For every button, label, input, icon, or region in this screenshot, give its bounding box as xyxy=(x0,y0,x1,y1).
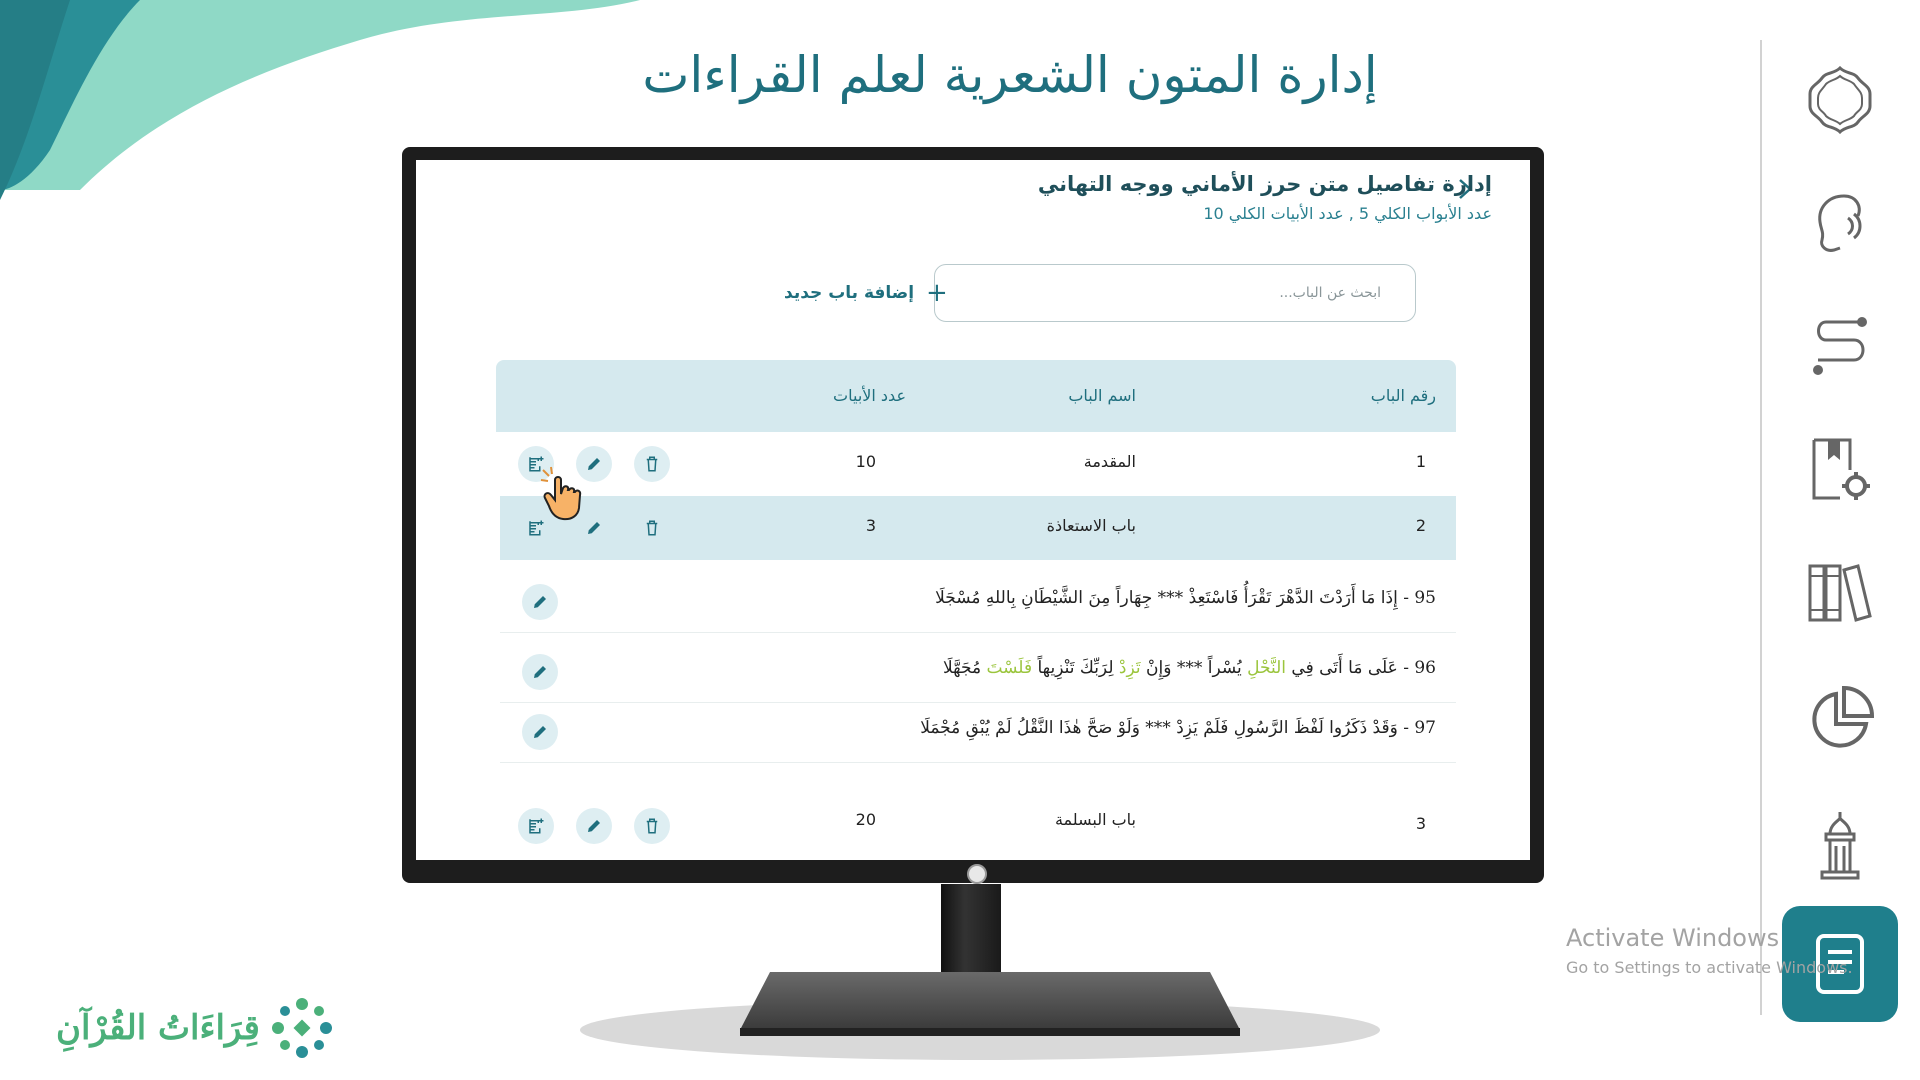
monitor-base xyxy=(740,972,1240,1030)
delete-button[interactable] xyxy=(634,510,670,546)
table-header xyxy=(496,360,1456,432)
nav-item-home[interactable] xyxy=(1800,60,1880,140)
edit-button[interactable] xyxy=(576,808,612,844)
header-chapter-name: اسم الباب xyxy=(1068,386,1136,405)
ornament-frame-icon xyxy=(1804,64,1876,136)
page-subtitle: عدد الأبواب الكلي 5 , عدد الأبيات الكلي 10 xyxy=(1203,204,1492,223)
table-row[interactable] xyxy=(500,496,1456,560)
minaret-icon xyxy=(1804,810,1876,882)
verse-text xyxy=(943,658,1436,678)
slide-title: إدارة المتون الشعرية لعلم القراءات xyxy=(642,46,1378,104)
nav-item-recitation[interactable] xyxy=(1800,184,1880,264)
add-chapter-label: إضافة باب جديد xyxy=(784,283,915,303)
note-add-icon xyxy=(527,817,545,835)
add-verses-button[interactable] xyxy=(518,808,554,844)
header-verse-count: عدد الأبيات xyxy=(833,386,906,405)
delete-button[interactable] xyxy=(634,808,670,844)
nav-item-paths[interactable] xyxy=(1800,306,1880,386)
chapter-number: 3 xyxy=(1415,814,1426,833)
table-row[interactable] xyxy=(500,786,1456,850)
edit-verse-button[interactable] xyxy=(522,584,558,620)
verse-part: 96 - عَلَى مَا أَتَى فِي xyxy=(1286,658,1436,678)
add-chapter-button[interactable] xyxy=(784,278,948,308)
search-input[interactable] xyxy=(935,265,1415,321)
delete-button[interactable] xyxy=(634,446,670,482)
verse-item xyxy=(500,570,1456,633)
search-box xyxy=(934,264,1416,322)
monitor-base-edge xyxy=(740,1028,1240,1036)
chapter-name: باب الاستعاذة xyxy=(1046,516,1136,535)
watermark-line1: Activate Windows xyxy=(1566,924,1780,952)
header-chapter-number: رقم الباب xyxy=(1370,386,1436,405)
nav-item-library[interactable] xyxy=(1800,552,1880,632)
pencil-icon xyxy=(531,663,549,681)
watermark-line2: Go to Settings to activate Windows. xyxy=(1566,958,1853,977)
verse-text: 97 - وَقَدْ ذَكَرُوا لَفْظَ الرَّسُولِ فَلَمْ يَزِدْ *** وَلَوْ صَحَّ هٰذَا النَّقْلُ لَمْ يُبْقِ مُجْمَلَا xyxy=(920,718,1436,738)
nav-item-book-settings[interactable] xyxy=(1800,430,1880,510)
head-speaking-icon xyxy=(1804,188,1876,260)
verse-count: 20 xyxy=(855,810,876,829)
page-header xyxy=(1038,172,1492,223)
highlighted-word: النَّحْلِ xyxy=(1247,658,1287,678)
trash-icon xyxy=(643,519,661,537)
verse-part: لِرَبِّكَ تَنْزِيهاً xyxy=(1032,658,1119,678)
edit-verse-button[interactable] xyxy=(522,654,558,690)
activate-windows-watermark xyxy=(1566,924,1853,977)
app-screen xyxy=(416,160,1530,860)
pie-chart-icon xyxy=(1804,684,1876,756)
highlighted-word: فَلَسْتَ xyxy=(986,658,1033,678)
brand-logo xyxy=(56,996,334,1060)
chapter-name: المقدمة xyxy=(1083,452,1136,471)
pencil-icon xyxy=(531,723,549,741)
nav-item-statistics[interactable] xyxy=(1800,680,1880,760)
highlighted-word: تَزِدْ xyxy=(1118,658,1141,678)
verse-part: يُسْراً *** وَإِنْ xyxy=(1140,658,1248,678)
flower-logo-icon xyxy=(270,996,334,1060)
trash-icon xyxy=(643,455,661,473)
table-row[interactable] xyxy=(500,432,1456,496)
verse-part: مُجَهَّلَا xyxy=(942,658,987,678)
sidebar-divider xyxy=(1760,40,1762,1015)
pencil-icon xyxy=(585,817,603,835)
verse-item xyxy=(500,700,1456,763)
verse-count: 10 xyxy=(855,452,876,471)
chapter-name: باب البسلمة xyxy=(1054,810,1136,829)
chapter-number: 2 xyxy=(1415,516,1426,535)
pencil-icon xyxy=(531,593,549,611)
edit-verse-button[interactable] xyxy=(522,714,558,750)
power-button-icon xyxy=(967,864,987,884)
page-title: إدارة تفاصيل متن حرز الأماني ووجه التهاني xyxy=(1037,172,1492,196)
book-settings-icon xyxy=(1804,434,1876,506)
nav-item-mosque[interactable] xyxy=(1800,806,1880,886)
verse-count: 3 xyxy=(865,516,876,535)
logo-text: قِرَاءَاتُ القُرْآنِ xyxy=(56,1008,260,1048)
trash-icon xyxy=(643,817,661,835)
chapter-number: 1 xyxy=(1415,452,1426,471)
route-path-icon xyxy=(1804,310,1876,382)
plus-icon: + xyxy=(926,278,948,308)
books-icon xyxy=(1804,556,1876,628)
verse-item xyxy=(500,640,1456,703)
pointing-hand-cursor-icon xyxy=(539,466,591,522)
verse-text: 95 - إِذَا مَا أَرَدْتَ الدَّهْرَ تَقْرَأُ فَاسْتَعِذْ *** جِهَاراً مِنَ الشَّيْطَانِ بِاللهِ مُسْجَلَا xyxy=(935,588,1436,608)
